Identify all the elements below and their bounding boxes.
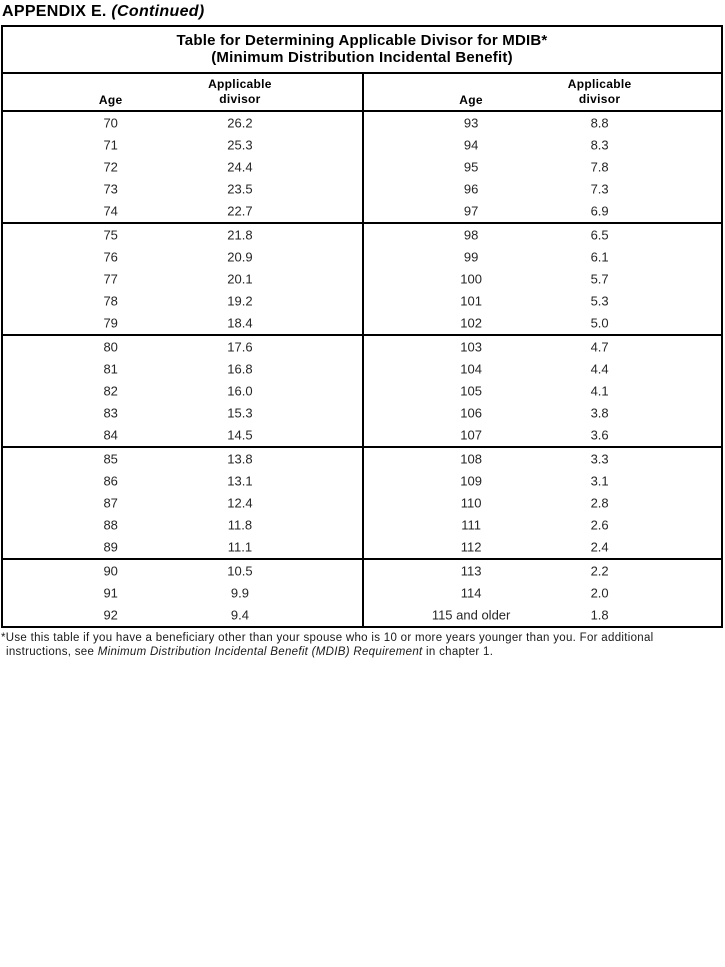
- age-cell: 113: [460, 563, 482, 579]
- divisor-cell: 14.5: [227, 427, 253, 443]
- divisor-cell: 11.1: [227, 539, 253, 555]
- age-cell: 90: [103, 563, 118, 579]
- table-group: [3, 112, 721, 222]
- age-cell: 77: [103, 271, 118, 287]
- table-header-row: [3, 74, 721, 112]
- divisor-cell: 6.5: [590, 227, 609, 243]
- divisor-cell: 2.8: [590, 495, 609, 511]
- age-cell: 111: [461, 517, 481, 533]
- divisor-cell: 3.3: [590, 451, 609, 467]
- divisor-cell: 8.8: [590, 115, 609, 131]
- age-cell: 85: [103, 451, 118, 467]
- divisor-cell: 8.3: [590, 137, 609, 153]
- age-cell: 112: [460, 539, 482, 555]
- table-row: [364, 536, 721, 558]
- age-cell: 73: [103, 181, 118, 197]
- appendix-heading: [0, 0, 725, 21]
- divisor-cell: 19.2: [227, 293, 253, 309]
- table-row: [3, 134, 362, 156]
- table-row: [364, 134, 721, 156]
- table-row: [3, 514, 362, 536]
- age-cell: 101: [460, 293, 482, 309]
- right-group-half: [362, 224, 721, 334]
- table-row: [3, 582, 362, 604]
- divisor-header-line1: Applicable: [567, 77, 632, 91]
- age-cell: 110: [460, 495, 482, 511]
- age-cell: 81: [103, 361, 118, 377]
- age-cell: 86: [103, 473, 118, 489]
- left-group-half: [3, 336, 362, 446]
- age-cell: 95: [463, 159, 479, 175]
- divisor-cell: 13.8: [227, 451, 253, 467]
- age-cell: 109: [460, 473, 482, 489]
- table-row: [364, 358, 721, 380]
- divisor-cell: 18.4: [227, 315, 253, 331]
- divisor-cell: 15.3: [227, 405, 253, 421]
- table-row: [3, 470, 362, 492]
- age-cell: 105: [460, 383, 482, 399]
- divisor-cell: 5.7: [590, 271, 609, 287]
- divisor-header-line2: divisor: [578, 92, 621, 106]
- left-group-half: [3, 224, 362, 334]
- age-cell: 82: [103, 383, 118, 399]
- table-row: [364, 312, 721, 334]
- table-row: [3, 448, 362, 470]
- table-row: [3, 112, 362, 134]
- divisor-cell: 16.8: [227, 361, 253, 377]
- table-row: [3, 268, 362, 290]
- footnote-line2-italic: Minimum Distribution Incidental Benefit (MDIB) Requirement: [97, 645, 423, 658]
- divisor-cell: 2.6: [590, 517, 609, 533]
- age-cell: 70: [103, 115, 118, 131]
- age-cell: 102: [460, 315, 482, 331]
- divisor-cell: 2.4: [590, 539, 609, 555]
- age-cell: 93: [463, 115, 479, 131]
- divisor-cell: 5.3: [590, 293, 609, 309]
- table-row: [3, 156, 362, 178]
- age-cell: 114: [460, 585, 482, 601]
- divisor-column-header: [175, 77, 304, 107]
- table-row: [3, 492, 362, 514]
- divisor-cell: 4.7: [590, 339, 609, 355]
- age-cell: 71: [103, 137, 118, 153]
- table-title-line1: Table for Determining Applicable Divisor for MDIB*: [176, 32, 548, 49]
- appendix-continued-label: (Continued): [111, 3, 205, 20]
- left-group-half: [3, 448, 362, 558]
- age-cell: 78: [103, 293, 118, 309]
- divisor-cell: 9.9: [230, 585, 249, 601]
- right-group-half: [362, 336, 721, 446]
- age-cell: 88: [103, 517, 118, 533]
- divisor-cell: 3.1: [590, 473, 609, 489]
- table-row: [364, 112, 721, 134]
- table-body: [3, 112, 721, 626]
- divisor-cell: 16.0: [227, 383, 253, 399]
- table-row: [3, 290, 362, 312]
- table-row: [364, 336, 721, 358]
- age-cell: 104: [460, 361, 482, 377]
- divisor-cell: 2.0: [590, 585, 609, 601]
- table-row: [3, 402, 362, 424]
- table-group: [3, 334, 721, 446]
- divisor-header-line1: Applicable: [208, 77, 272, 91]
- table-row: [3, 312, 362, 334]
- table-row: [364, 402, 721, 424]
- table-row: [3, 604, 362, 626]
- age-cell: 99: [463, 249, 479, 265]
- table-group: [3, 446, 721, 558]
- age-cell: 91: [103, 585, 118, 601]
- footnote-line2: [1, 646, 725, 660]
- divisor-cell: 17.6: [227, 339, 253, 355]
- right-header-half: [362, 74, 721, 110]
- table-row: [364, 560, 721, 582]
- age-cell: 107: [460, 427, 482, 443]
- table-row: [364, 470, 721, 492]
- divisor-cell: 22.7: [227, 203, 253, 219]
- table-row: [364, 268, 721, 290]
- age-cell: 97: [463, 203, 479, 219]
- divisor-cell: 4.1: [590, 383, 609, 399]
- table-row: [3, 358, 362, 380]
- table-row: [3, 536, 362, 558]
- right-group-half: [362, 448, 721, 558]
- footnote-line1: *Use this table if you have a beneficiary other than your spouse who is 10 or more years younger than you. For additional: [1, 632, 654, 644]
- footnote-line2-post: in chapter 1.: [422, 645, 494, 658]
- age-cell: 94: [463, 137, 479, 153]
- divisor-cell: 11.8: [227, 517, 253, 533]
- age-column-header: Age: [459, 93, 483, 107]
- left-header-half: [3, 74, 362, 110]
- age-cell: 103: [460, 339, 482, 355]
- table-row: [3, 380, 362, 402]
- divisor-header-line2: divisor: [219, 92, 261, 106]
- table-row: [364, 492, 721, 514]
- divisor-cell: 1.8: [590, 607, 609, 623]
- age-cell: 96: [463, 181, 479, 197]
- divisor-cell: 12.4: [227, 495, 253, 511]
- divisor-cell: 20.1: [227, 271, 253, 287]
- table-row: [364, 448, 721, 470]
- age-cell: 72: [103, 159, 118, 175]
- table-title: [3, 27, 721, 74]
- divisor-cell: 5.0: [590, 315, 609, 331]
- table-row: [3, 246, 362, 268]
- table-row: [3, 336, 362, 358]
- table-row: [364, 604, 721, 626]
- left-group-half: [3, 112, 362, 222]
- table-row: [364, 424, 721, 446]
- age-cell: 74: [103, 203, 118, 219]
- age-cell: 98: [463, 227, 479, 243]
- age-cell: 87: [103, 495, 118, 511]
- age-cell: 115 and older: [431, 607, 511, 623]
- divisor-cell: 7.8: [590, 159, 609, 175]
- table-row: [364, 290, 721, 312]
- age-cell: 106: [460, 405, 482, 421]
- divisor-cell: 23.5: [227, 181, 253, 197]
- mdib-divisor-table: [1, 25, 723, 628]
- age-cell: 80: [103, 339, 118, 355]
- table-row: [3, 560, 362, 582]
- divisor-cell: 10.5: [227, 563, 253, 579]
- divisor-cell: 26.2: [227, 115, 253, 131]
- age-cell: 83: [103, 405, 118, 421]
- table-row: [3, 424, 362, 446]
- table-row: [364, 246, 721, 268]
- table-group: [3, 222, 721, 334]
- divisor-cell: 21.8: [227, 227, 253, 243]
- divisor-cell: 4.4: [590, 361, 609, 377]
- age-cell: 75: [103, 227, 118, 243]
- table-row: [3, 178, 362, 200]
- age-cell: 79: [103, 315, 118, 331]
- age-cell: 100: [460, 271, 482, 287]
- table-row: [364, 514, 721, 536]
- divisor-cell: 3.6: [590, 427, 609, 443]
- right-group-half: [362, 112, 721, 222]
- divisor-cell: 20.9: [227, 249, 253, 265]
- table-row: [3, 224, 362, 246]
- divisor-cell: 7.3: [590, 181, 609, 197]
- table-row: [364, 156, 721, 178]
- table-row: [3, 200, 362, 222]
- age-cell: 92: [103, 607, 118, 623]
- divisor-cell: 6.1: [590, 249, 609, 265]
- appendix-label: APPENDIX E.: [2, 3, 107, 20]
- divisor-cell: 3.8: [590, 405, 609, 421]
- table-row: [364, 224, 721, 246]
- age-cell: 76: [103, 249, 118, 265]
- age-column-header: Age: [98, 93, 123, 107]
- age-cell: 84: [103, 427, 118, 443]
- divisor-cell: 25.3: [227, 137, 253, 153]
- table-footnote: [0, 632, 725, 659]
- left-group-half: [3, 560, 362, 626]
- divisor-cell: 13.1: [227, 473, 253, 489]
- right-group-half: [362, 560, 721, 626]
- divisor-cell: 24.4: [227, 159, 253, 175]
- divisor-cell: 6.9: [590, 203, 609, 219]
- divisor-column-header: [535, 77, 664, 107]
- divisor-cell: 2.2: [590, 563, 609, 579]
- age-cell: 89: [103, 539, 118, 555]
- table-title-line2: (Minimum Distribution Incidental Benefit): [211, 49, 513, 66]
- table-row: [364, 200, 721, 222]
- table-group: [3, 558, 721, 626]
- table-row: [364, 178, 721, 200]
- footnote-line2-pre: instructions, see: [6, 645, 98, 658]
- table-row: [364, 380, 721, 402]
- age-cell: 108: [460, 451, 482, 467]
- table-row: [364, 582, 721, 604]
- divisor-cell: 9.4: [230, 607, 249, 623]
